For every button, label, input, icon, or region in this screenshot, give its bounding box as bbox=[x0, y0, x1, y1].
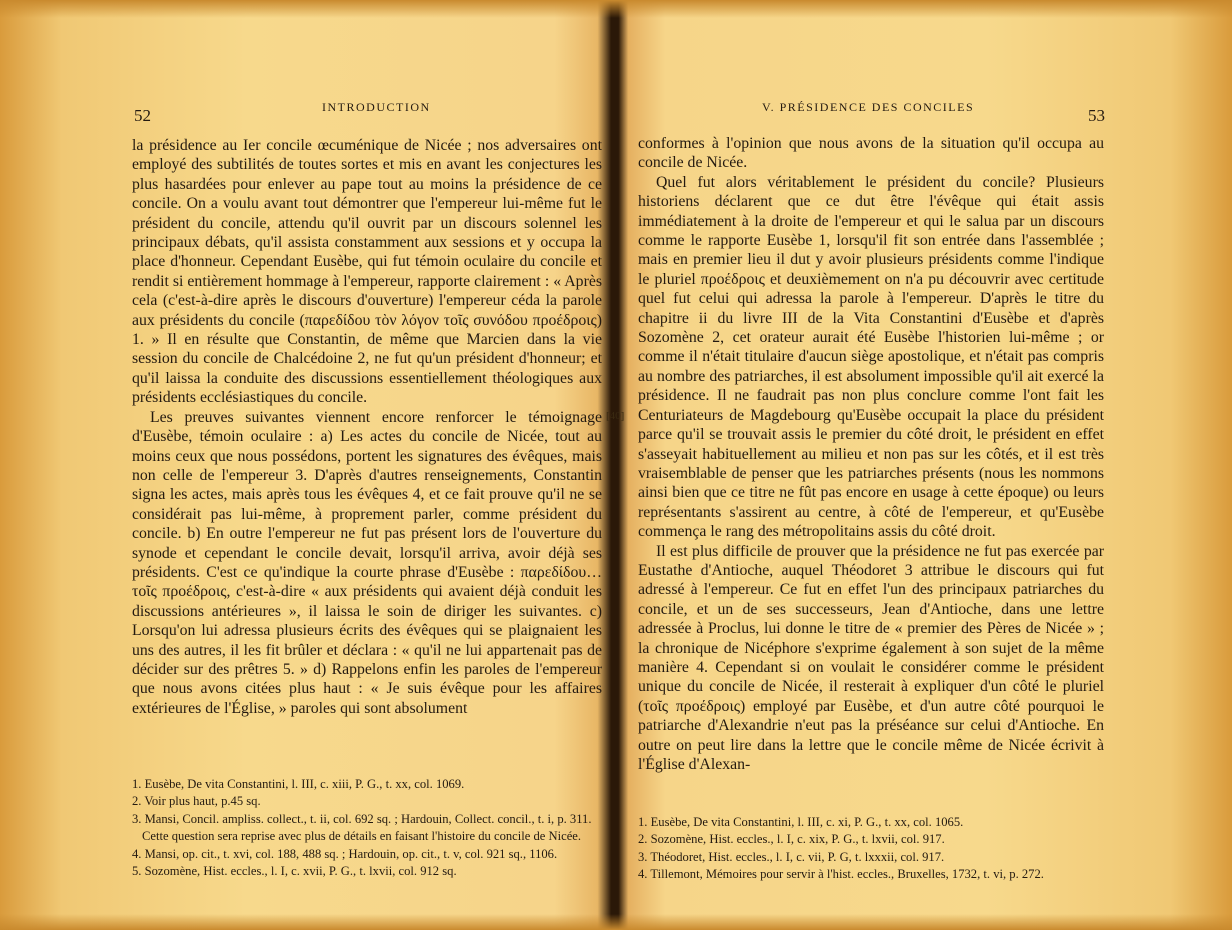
margin-mark: [40] bbox=[606, 410, 625, 422]
running-header: INTRODUCTION bbox=[322, 100, 431, 114]
paragraph: Il est plus difficile de prouver que la présidence ne fut pas exercée par Eustathe d'Antioche, auquel Théodoret 3 attribue le discours qui fut adressé à l'empereur. Ce fut en effet l'un des principaux patriarches du concile, et un de ses successeurs, Jean d'Antioche, dans une lettre adressée à Proclus, lui donne le titre de « premier des Pères de Nicée » ; la chronique de Nicéphore s'exprime également à son sujet de la même manière 4. Cependant si on voulait le considérer comme le président unique du concile de Nicée, il resterait à expliquer d'un côté le pluriel (τοῖς προέδροις) employé par Eusèbe, et d'un autre côté pourquoi le patriarche d'Alexandrie n'eut pas la préséance sur celui d'Antioche. En outre on peut lire dans la lettre que le concile même de Nicée écrivit à l'Église d'Alexan- bbox=[638, 542, 1104, 773]
footnote: 1. Eusèbe, De vita Constantini, l. III, c. xiii, P. G., t. xx, col. 1069. bbox=[132, 777, 465, 791]
footnote: 2. Sozomène, Hist. eccles., l. I, c. xix, P. G., t. lxvii, col. 917. bbox=[638, 832, 945, 847]
body-text bbox=[132, 136, 602, 718]
footnote: 2. Voir plus haut, p.45 sq. bbox=[132, 794, 261, 809]
footnotes bbox=[638, 814, 1104, 884]
paragraph: Quel fut alors véritablement le président du concile? Plusieurs historiens déclarent que ce dut être l'évêque qui était assis immédiatement à la droite de l'empereur et qui le salua par un discours comme le rapporte Eusèbe 1, lorsqu'il fit son entrée dans l'assemblée ; mais en premier lieu il dut y avoir plusieurs présidents comme l'indique le pluriel προέδροις et deuxièmement on n'a pu découvrir avec certitude quel fut celui qui adressa la parole à l'empereur. D'après le titre du chapitre ii du livre III de la Vita Constantini d'Eusèbe et d'après Sozomène 2, cet orateur aurait été Eusèbe l'historien lui-même ; or comme il n'était titulaire d'aucun siège apostolique, et n'était pas compris au nombre des patriarches, il est absolument impossible qu'il ait exercé la présidence. Il ne faudrait pas non plus conclure comme l'ont fait les Centuriateurs de Magdebourg qu'Eusèbe occupait la place du président parce qu'il se trouvait assis le premier du côté droit, le président en effet s'asseyait habituellement au milieu et non pas sur les côtés, et il est très vraisemblable de penser que les patriarches présents (nous les nommons ainsi bien que ce titre ne fût pas encore en usage à cette époque) ou leurs représentants s'assirent au centre, à côté de l'empereur, et qu'Eusèbe commença le rang des métropolitains assis du côté droit. bbox=[638, 173, 1104, 541]
left-page bbox=[0, 0, 610, 930]
running-header: V. PRÉSIDENCE DES CONCILES bbox=[762, 100, 975, 114]
footnote: 1. Eusèbe, De vita Constantini, l. III, c. xi, P. G., t. xx, col. 1065. bbox=[638, 815, 964, 829]
body-text bbox=[638, 134, 1104, 774]
footnote: 4. Tillemont, Mémoires pour servir à l'hist. eccles., Bruxelles, 1732, t. vi, p. 272. bbox=[638, 867, 1044, 882]
footnotes bbox=[132, 776, 602, 880]
page-number: 52 bbox=[134, 106, 151, 125]
paragraph: conformes à l'opinion que nous avons de la situation qu'il occupa au concile de Nicée. bbox=[638, 135, 1104, 172]
footnote: 5. Sozomène, Hist. eccles., l. I, c. xvii, P. G., t. lxvii, col. 912 sq. bbox=[132, 864, 457, 879]
footnote: 3. Mansi, Concil. ampliss. collect., t. ii, col. 692 sq. ; Hardouin, Collect. concil., t. i, p. 311. Cette question sera reprise avec plus de détails en faisant l'histoire du concile de Nicée. bbox=[132, 811, 592, 844]
right-page bbox=[622, 0, 1232, 930]
page-number: 53 bbox=[1088, 106, 1105, 125]
footnote: 3. Théodoret, Hist. eccles., l. I, c. vii, P. G, t. lxxxii, col. 917. bbox=[638, 849, 945, 864]
paragraph: Les preuves suivantes viennent encore renforcer le témoignage d'Eusèbe, témoin oculaire : a) Les actes du concile de Nicée, tout au moins ceux que nous possédons, portent les signatures des évêques, mais non celle de l'empereur 3. D'après d'autres renseignements, Constantin signa les actes, mais après tous les évêques 4, et ce fait prouve qu'il ne se considérait pas lui-même, à proprement parler, comme président du concile. b) En outre l'empereur ne fut pas présent lors de l'ouverture du synode et cependant le concile devait, lorsqu'il arriva, avoir déjà ses présidents. C'est ce qu'indique la courte phrase d'Eusèbe : παρεδίδου… τοῖς προέδροις, c'est-à-dire « aux présidents qui avaient déjà conduit les discussions antérieures », il laissa le soin de diriger les suivantes. c) Lorsqu'on lui adressa plusieurs écrits des évêques qui se plaignaient les uns des autres, il les fit brûler et déclara : « qu'il ne lui appartenait pas de décider sur des prêtres 5. » d) Rappelons enfin les paroles de l'empereur que nous avons citées plus haut : « Je suis évêque pour les affaires extérieures de l'Église, » paroles qui sont absolument bbox=[132, 408, 602, 717]
paragraph: la présidence au Ier concile œcuménique de Nicée ; nos adversaires ont employé des subtilités de toutes sortes et mis en avant les conjectures les plus hasardées pour enlever au pape tout au moins la présidence de ce concile. On a voulu avant tout démontrer que l'empereur lui-même fut le président du concile, attendu qu'il ouvrit par un discours solennel les principaux débats, qu'il assista constamment aux sessions et y occupa la place d'honneur. Cependant Eusèbe, qui fut témoin oculaire du concile et rendit si entièrement hommage à l'empereur, rapporte clairement : « Après cela (c'est-à-dire après le discours d'ouverture) l'empereur céda la parole aux présidents du concile (παρεδίδου τὸν λόγον τοῖς συνόδου προέδροις) 1. » Il en résulte que Constantin, de même que Marcien dans la vie session du concile de Chalcédoine 2, ne fut qu'un président d'honneur; et qu'il laissa la conduite des discussions essentiellement théologiques aux présidents ecclésiastiques du concile. bbox=[132, 137, 602, 407]
footnote: 4. Mansi, op. cit., t. xvi, col. 188, 488 sq. ; Hardouin, op. cit., t. v, col. 921 sq., 1106. bbox=[132, 846, 558, 861]
